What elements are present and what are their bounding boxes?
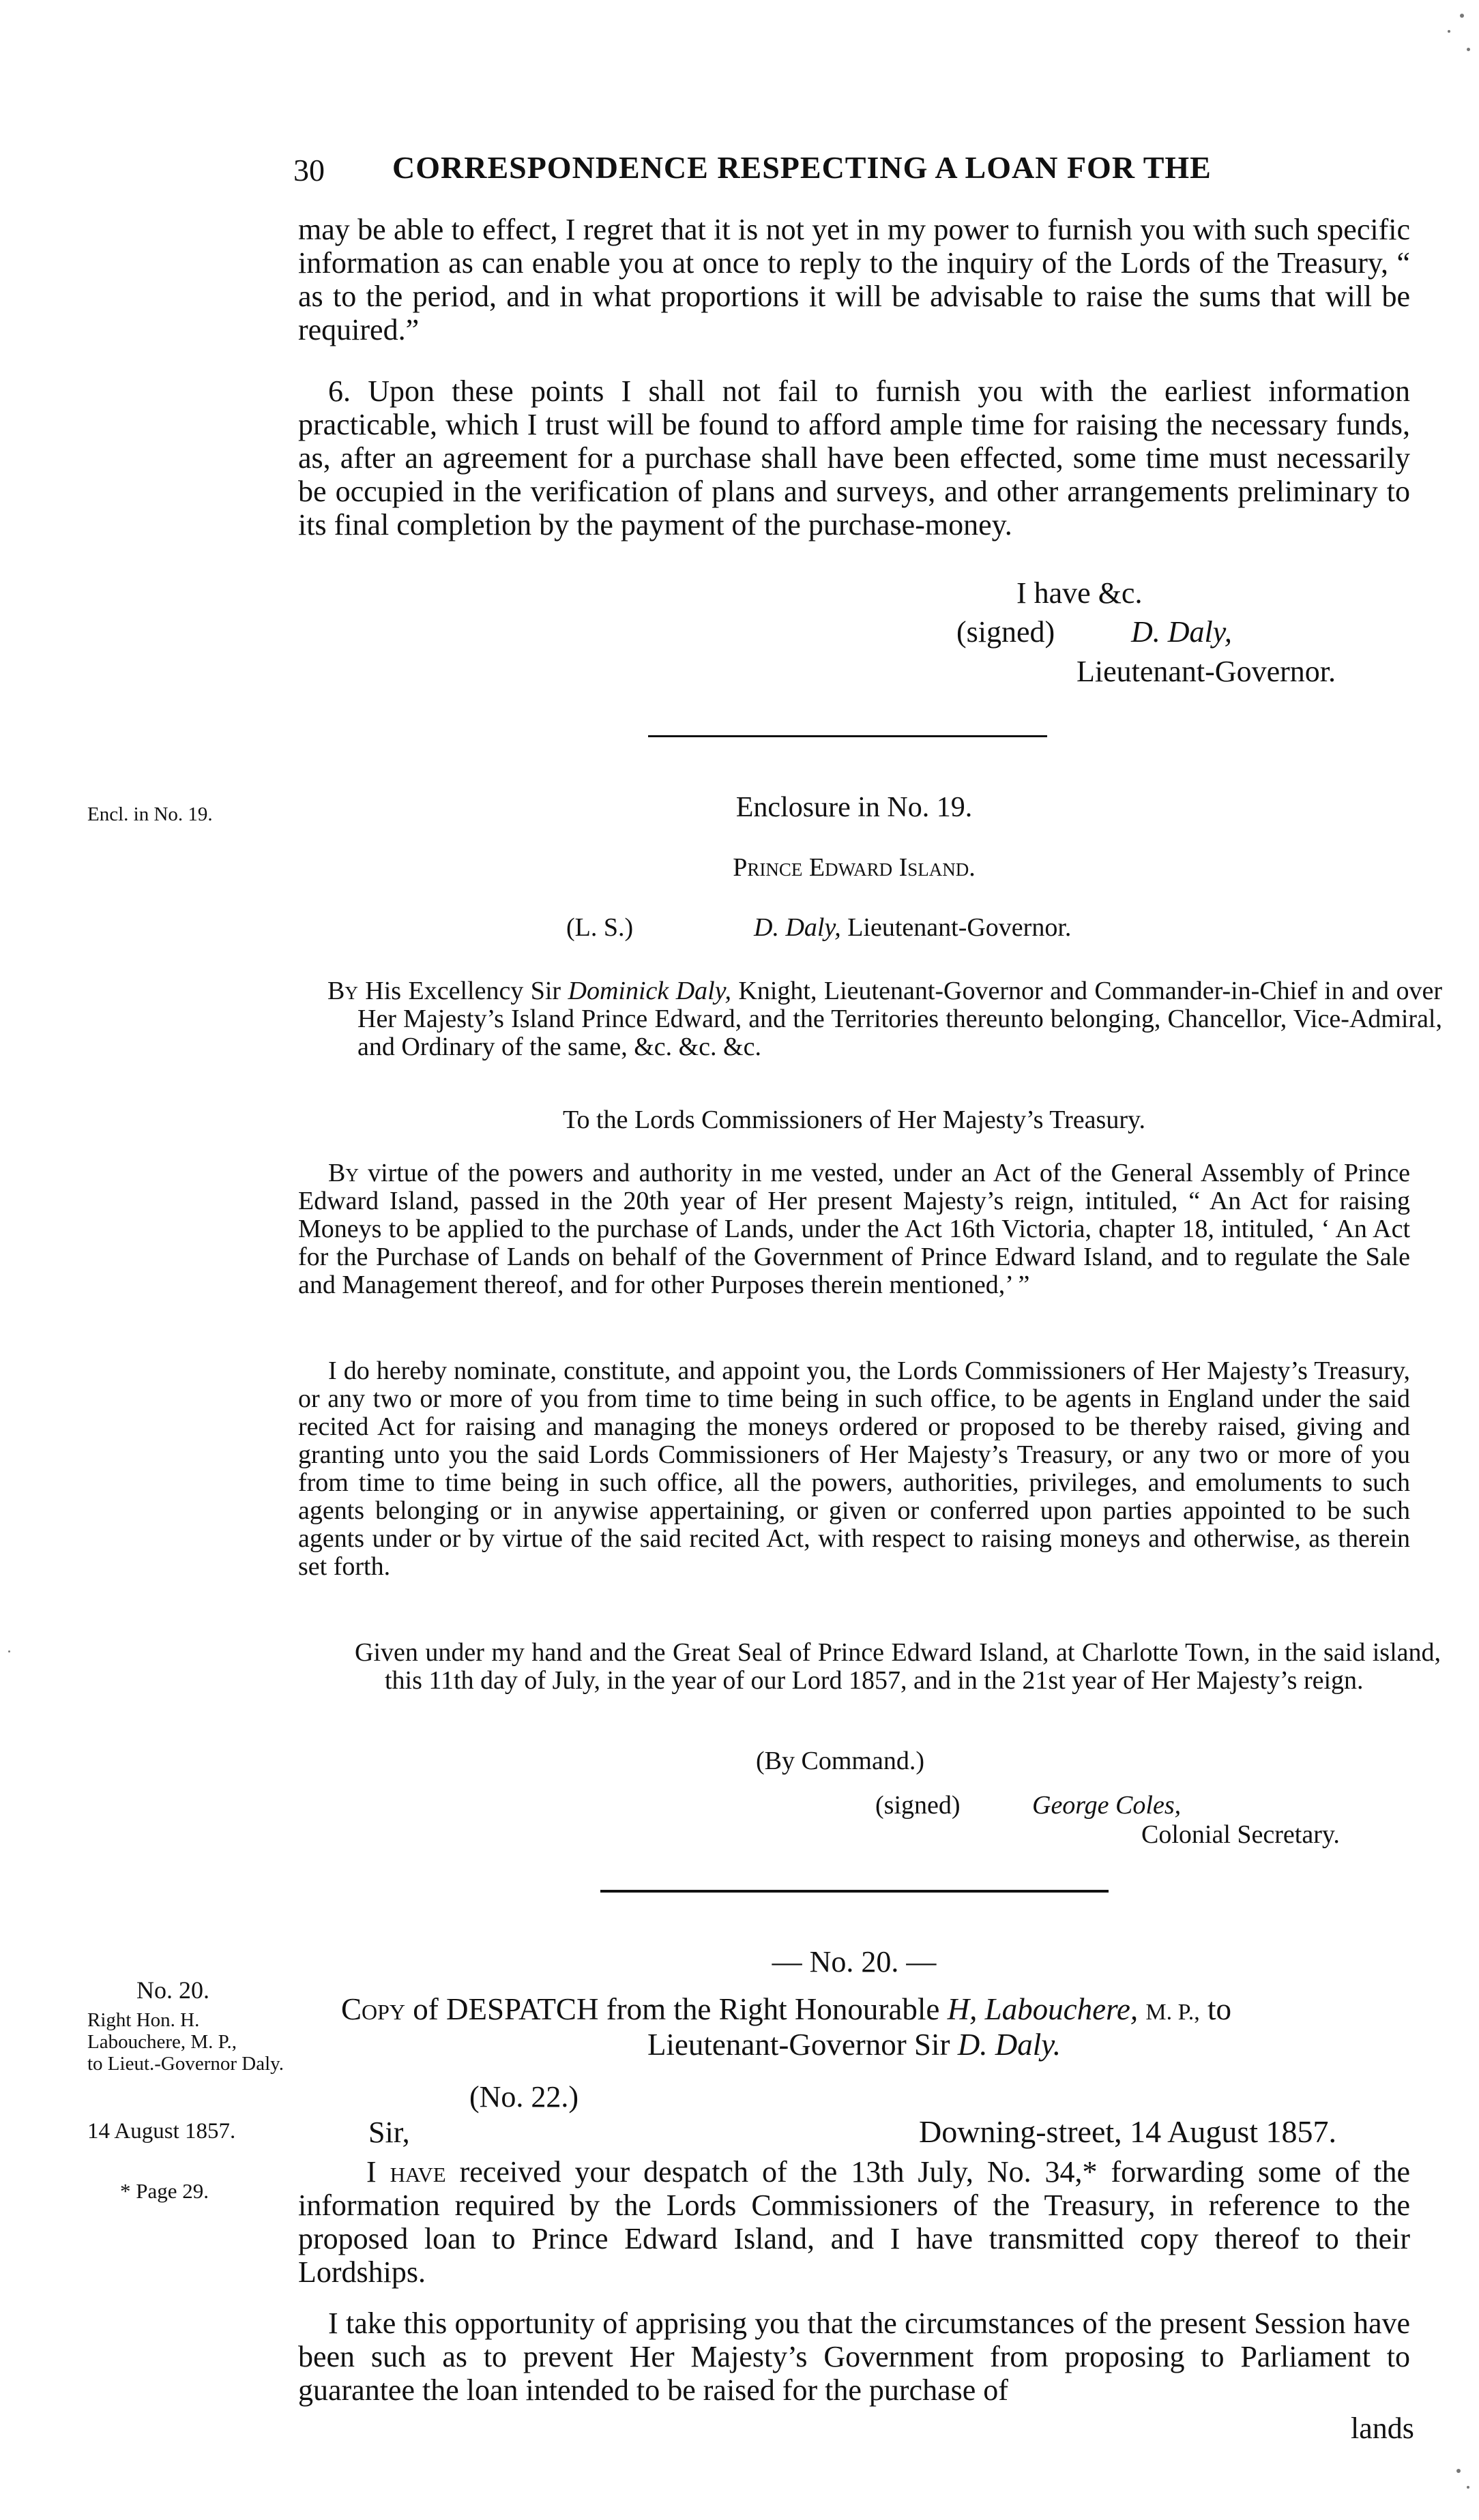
salutation: Sir,: [368, 2116, 410, 2149]
title-recipient-pre: Lieutenant-Governor Sir: [647, 2028, 950, 2062]
scan-speck: [1460, 14, 1464, 18]
catchword: lands: [1351, 2412, 1414, 2445]
para1-initial: I have: [366, 2155, 446, 2189]
section-divider: [648, 735, 1047, 737]
by-rest: Knight, Lieutenant-Governor and Commander-in-Chief in and over Her Majesty’s Island Prince Edward, and the Territories thereunto belonging, Chancellor, Vice-Admiral, and Ordinary of the same, &c. &c. &c.: [357, 977, 1442, 1061]
title-to: to: [1207, 1992, 1232, 2026]
despatch-title-line-1: [341, 1991, 1405, 2030]
governor-name: Dominick Daly,: [568, 977, 731, 1005]
by-pre: His Excellency Sir: [365, 977, 561, 1005]
signed-label: (signed): [956, 615, 1055, 649]
scan-speck: [1467, 48, 1470, 51]
despatch-paragraph-1: [298, 2155, 1410, 2289]
margin-footnote: * Page 29.: [120, 2179, 209, 2203]
title-of: of: [413, 1992, 439, 2026]
despatch-title-line-2: [298, 2027, 1410, 2062]
signer-title: Lieutenant-Governor.: [1077, 655, 1336, 688]
addressee-line: To the Lords Commissioners of Her Majesty’s Treasury.: [562, 1106, 1146, 1134]
signer-name: D. Daly,: [1131, 615, 1232, 649]
running-title: CORRESPONDENCE RESPECTING A LOAN FOR THE: [392, 150, 1212, 185]
scan-speck: [1448, 30, 1450, 33]
despatch-paragraph-2: I take this opportunity of apprising you that the circumstances of the present Session have been such as to prevent Her Majesty’s Government from proposing to Parliament to guarantee the loan intended to be raised for the purchase of: [298, 2307, 1410, 2407]
title-from: from the Right Honourable: [606, 1992, 940, 2026]
scan-speck: [1467, 2486, 1469, 2489]
given-paragraph: Given under my hand and the Great Seal of Prince Edward Island, at Charlotte Town, in the said island, this 11th day of July, in the year of our Lord 1857, and in the 21st year of Her Majesty’s reign.: [355, 1638, 1441, 1695]
island-heading: Prince Edward Island.: [733, 853, 976, 882]
seal-signer-title: Lieutenant-Governor.: [847, 913, 1072, 942]
seal-mark: (L. S.): [566, 913, 634, 942]
virtue-paragraph: [298, 1159, 1410, 1299]
nomination-paragraph: I do hereby nominate, constitute, and appoint you, the Lords Commissioners of Her Majesty’s Treasury, or any two or more of you from time to time being in such office, to be agents in England under the said recited Act for raising and managing the moneys ordered or proposed to be thereby raised, giving and granting unto you the said Lords Commissioners of Her Majesty’s Treasury, or any two or more of you from time to time being in such office, all the powers, authorities, privileges, and emoluments to such agents belonging or in anywise appertaining, or given or conferred upon parties appointed to be such agents under or by virtue of the said recited Act, with respect to raising moneys and otherwise, as therein set forth.: [298, 1357, 1410, 1581]
margin-note-enclosure: Encl. in No. 19.: [87, 803, 213, 825]
scan-speck: [1456, 2469, 1461, 2473]
enclosure-signer-title: Colonial Secretary.: [1141, 1820, 1340, 1849]
enclosure-signed-label: (signed): [875, 1791, 961, 1820]
para1-text: received your despatch of the 13th July, No. 34,* forwarding some of the information required by the Lords Commissioners of the Treasury, in reference to the proposed loan to Prince Edward Island, and I have transmitted copy thereof to their Lordships.: [298, 2155, 1411, 2289]
place-and-date: Downing-street, 14 August 1857.: [919, 2114, 1337, 2149]
paragraph-6: 6. Upon these points I shall not fail to furnish you with the earliest information practicable, which I trust will be found to afford ample time for raising the necessary funds, as, after an agreement for a purchase shall have been effected, some time must necessarily be occupied in the verification of plans and surveys, and other arrangements preliminary to its final completion by the payment of the purchase-money.: [298, 374, 1410, 542]
page-number: 30: [293, 153, 325, 188]
seal-signer-name: D. Daly,: [754, 913, 841, 942]
continuation-paragraph: may be able to effect, I regret that it is not yet in my power to furnish you with such specific information as can enable you at once to reply to the inquiry of the Lords of the Treasury, “ as to the period, and in what proportions it will be advisable to raise the sums that will be required.”: [298, 213, 1410, 346]
virtue-text: virtue of the powers and authority in me vested, under an Act of the General Assembly of Prince Edward Island, passed in the 20th year of Her present Majesty’s reign, intituled, “ An Act for raising Moneys to be applied to the purchase of Lands, under the Act 16th Victoria, chapter 18, intituled, ‘ An Act for the Purchase of Lands on behalf of the Government of Prince Edward Island, and to regulate the Sale and Management thereof, and for other Purposes therein mentioned,’ ”: [298, 1159, 1410, 1299]
virtue-initial: By: [328, 1159, 359, 1187]
despatch-number-heading: — No. 20. —: [772, 1945, 937, 1978]
margin-despatch-from: Right Hon. H. Labouchere, M. P.,: [87, 2009, 237, 2053]
title-despatch: DESPATCH: [446, 1992, 599, 2026]
margin-despatch-date: 14 August 1857.: [87, 2119, 236, 2144]
scan-speck: [8, 1650, 10, 1652]
margin-despatch-to: to Lieut.-Governor Daly.: [87, 2053, 284, 2075]
by-initial: By: [327, 977, 358, 1005]
despatch-reference: (No. 22.): [469, 2080, 579, 2114]
section-divider-heavy: [600, 1890, 1109, 1893]
closing-line: I have &c.: [1016, 576, 1143, 610]
title-sender-name: H, Labouchere,: [947, 1992, 1139, 2026]
seal-signer-line: [754, 913, 1071, 943]
by-command: (By Command.): [756, 1747, 924, 1775]
title-copy: Copy: [341, 1992, 406, 2026]
proclamation-preamble: [327, 977, 1442, 1061]
margin-despatch-number: No. 20.: [136, 1976, 209, 2004]
title-recipient-name: D. Daly.: [957, 2028, 1061, 2062]
enclosure-heading: Enclosure in No. 19.: [735, 792, 973, 823]
enclosure-signer-name: George Coles,: [1032, 1791, 1182, 1820]
title-mp: M. P.,: [1145, 2000, 1200, 2025]
